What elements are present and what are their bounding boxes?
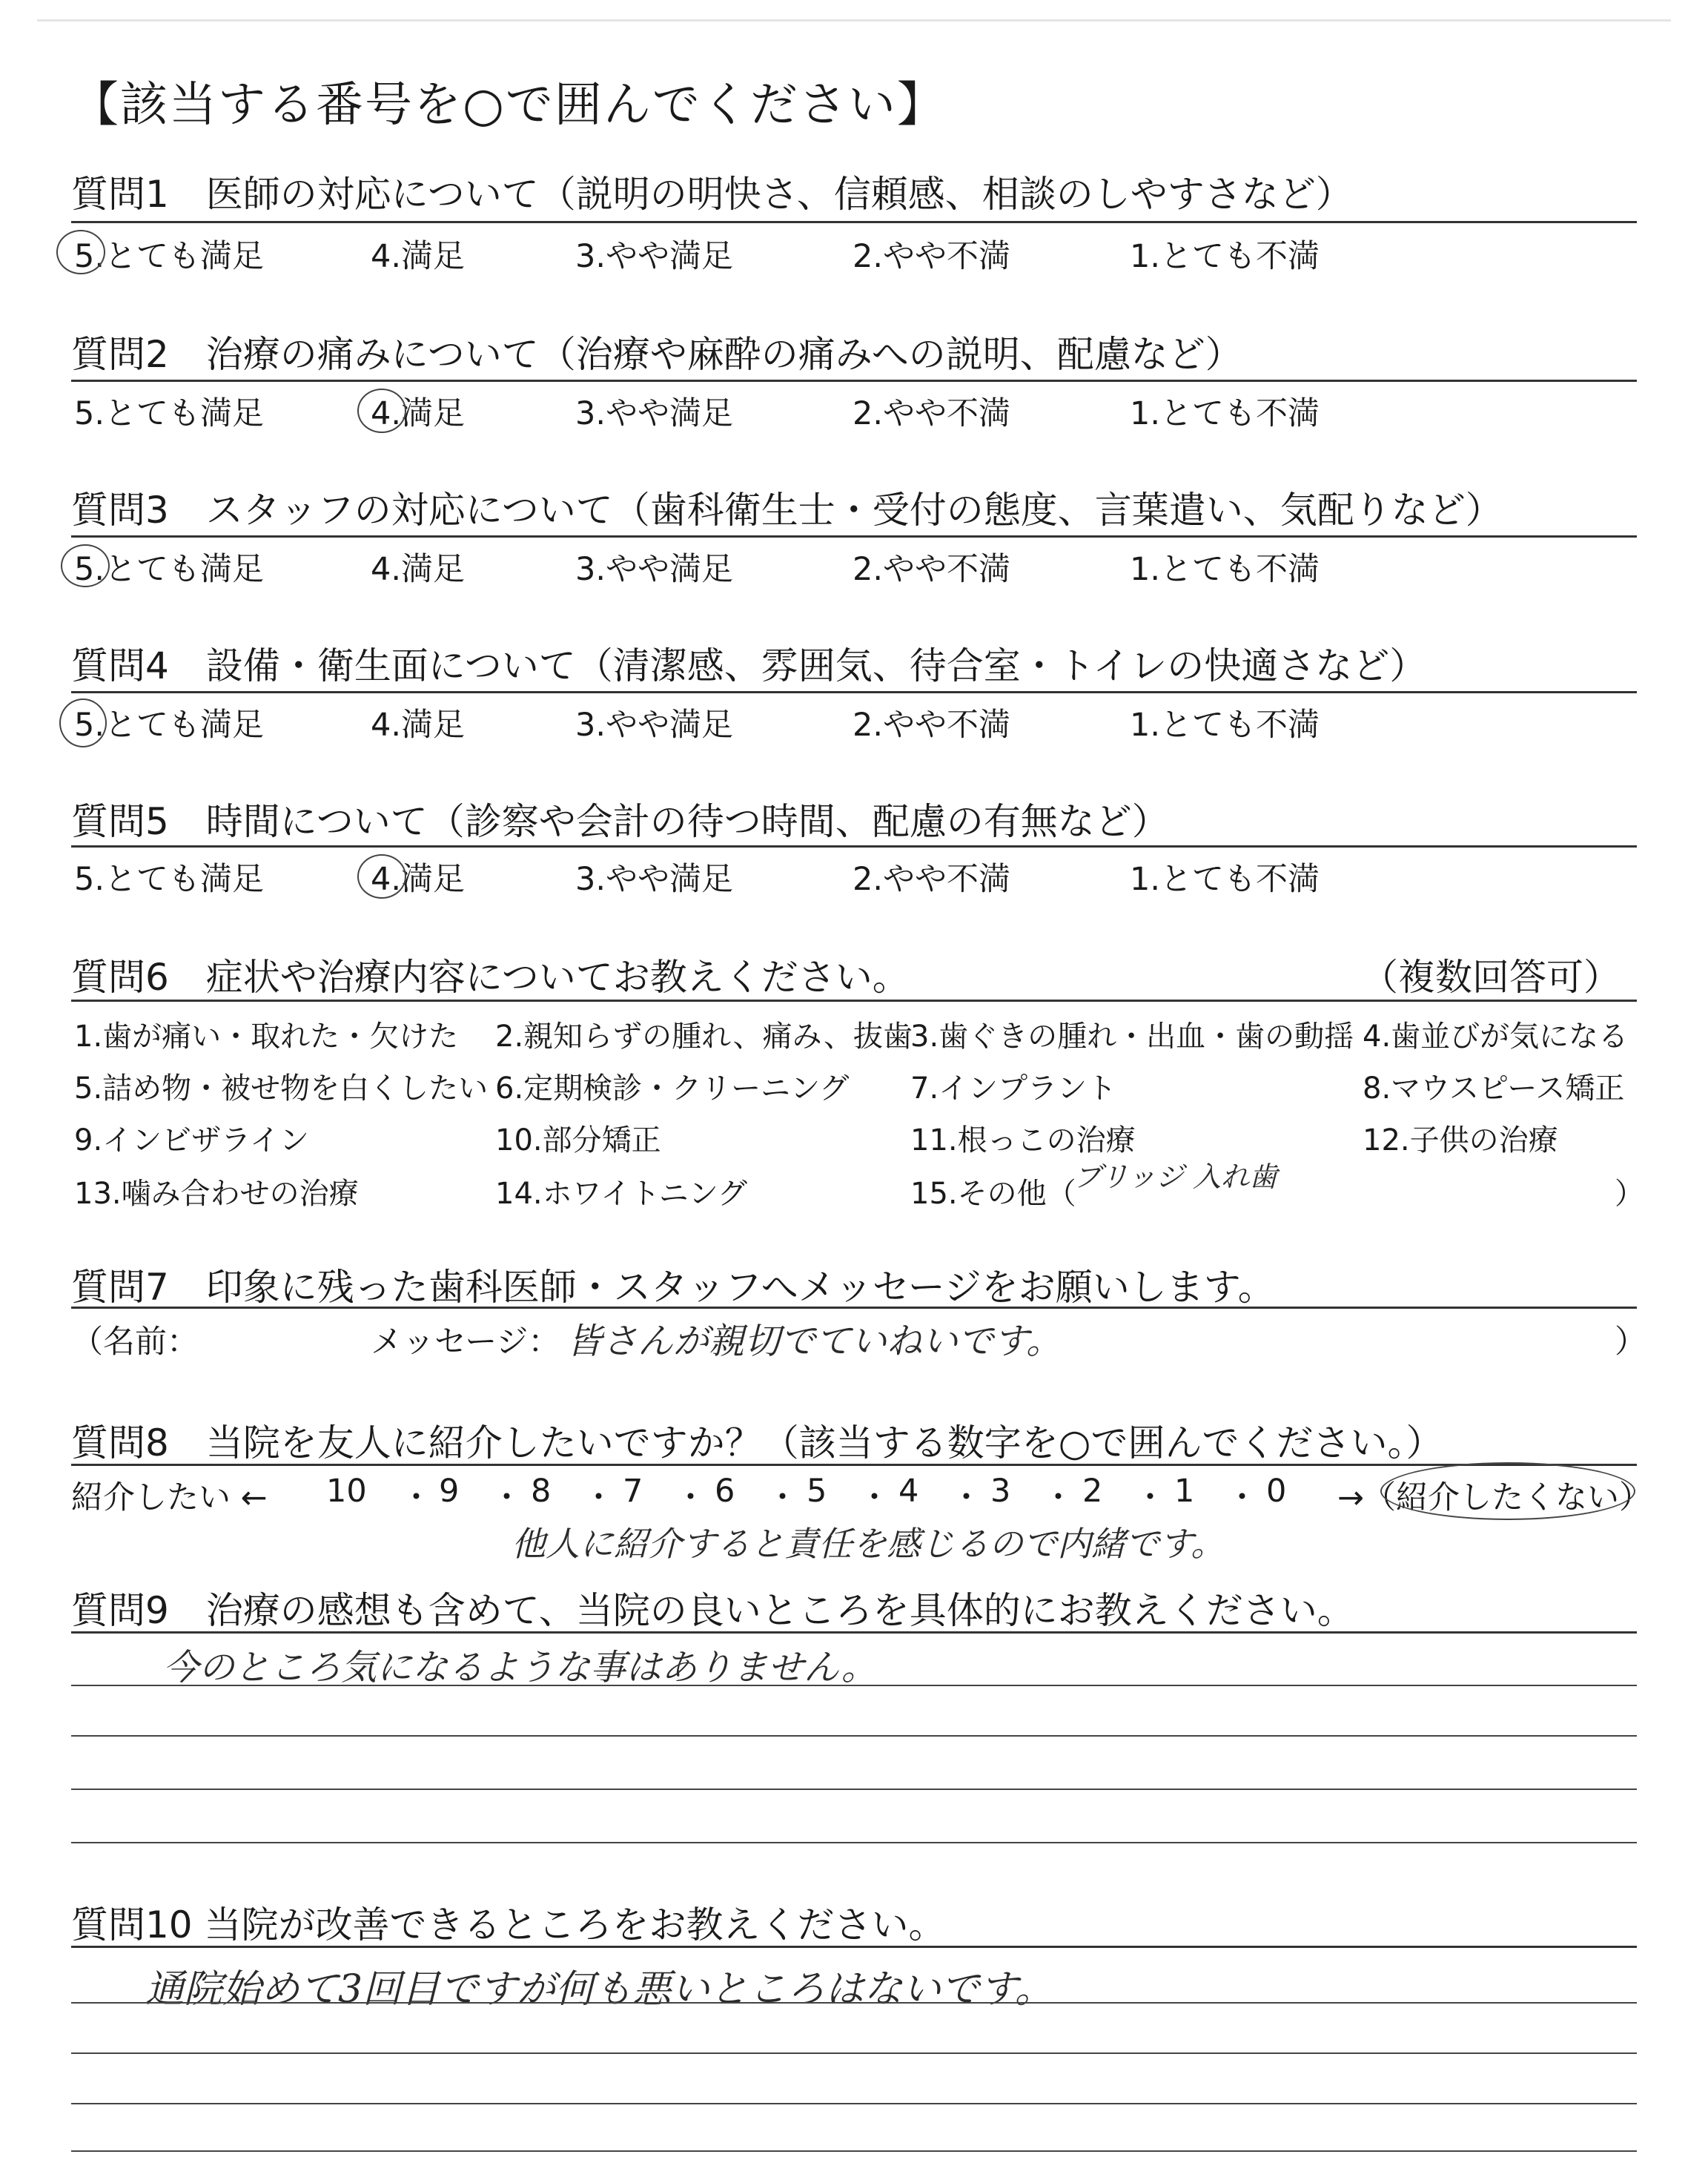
q3-selection-circle: [61, 544, 110, 587]
q6-item-4[interactable]: 4.歯並びが気になる: [1363, 1020, 1629, 1054]
q8-left-label: 紹介したい ←: [71, 1479, 268, 1516]
q8-scale-dot: ・: [1042, 1479, 1074, 1516]
q9-answer-handwritten: 今のところ気になるような事はありません。: [163, 1647, 877, 1688]
q8-right-label[interactable]: →（紹介したくない）: [1337, 1479, 1652, 1516]
q1-selection-circle: [56, 230, 105, 274]
q6-rule: [71, 1000, 1637, 1002]
q3-option-2[interactable]: 2.やや不満: [853, 551, 1011, 588]
q6-item-7[interactable]: 7.インプラント: [910, 1071, 1117, 1106]
q1-option-4[interactable]: 4.満足: [371, 238, 466, 275]
q7-name-label: （名前：: [71, 1324, 199, 1361]
q9-answer-line: [71, 1685, 1637, 1686]
q8-scale-1[interactable]: 1: [1174, 1473, 1195, 1510]
q9-title: 質問9 治療の感想も含めて、当院の良いところを具体的にお教えください。: [71, 1589, 1354, 1632]
q2-option-2[interactable]: 2.やや不満: [853, 395, 1011, 432]
q2-option-1[interactable]: 1.とても不満: [1130, 395, 1320, 432]
q2-option-3[interactable]: 3.やや満足: [575, 395, 734, 432]
q8-scale-9[interactable]: 9: [439, 1473, 460, 1510]
q6-item-3[interactable]: 3.歯ぐきの腫れ・出血・歯の動揺: [910, 1020, 1354, 1054]
q8-title: 質問8 当院を友人に紹介したいですか？（該当する数字を○で囲んでください。）: [71, 1421, 1443, 1464]
q3-title: 質問3 スタッフの対応について（歯科衛生士・受付の態度、言葉遣い、気配りなど）: [71, 489, 1503, 532]
page-header: 【該当する番号を○で囲んでください】: [71, 78, 946, 133]
q8-scale-2[interactable]: 2: [1082, 1473, 1103, 1510]
q6-item-11[interactable]: 11.根っこの治療: [910, 1123, 1136, 1157]
q6-item-14[interactable]: 14.ホワイトニング: [495, 1177, 748, 1211]
q9-answer-line: [71, 1735, 1637, 1737]
q5-title: 質問5 時間について（診察や会計の待つ時間、配慮の有無など）: [71, 800, 1169, 843]
q1-option-3[interactable]: 3.やや満足: [575, 238, 734, 275]
q9-answer-line: [71, 1842, 1637, 1843]
q4-selection-circle: [59, 698, 107, 747]
q8-scale-10[interactable]: 10: [326, 1473, 367, 1510]
q6-item-8[interactable]: 8.マウスピース矯正: [1363, 1071, 1625, 1106]
q8-scale-dot: ・: [491, 1479, 523, 1516]
q2-option-4[interactable]: 4.満足: [371, 395, 466, 432]
q9-answer-line: [71, 1789, 1637, 1790]
q6-item-6[interactable]: 6.定期検診・クリーニング: [495, 1071, 850, 1106]
q8-scale-dot: ・: [1226, 1479, 1258, 1516]
q7-message-handwritten: 皆さんが親切でていねいです。: [566, 1321, 1062, 1362]
q8-comment-handwritten: 他人に紹介すると責任を感じるので内緒です。: [512, 1524, 1225, 1564]
q6-other-close: ）: [1615, 1177, 1644, 1211]
q4-option-2[interactable]: 2.やや不満: [853, 707, 1011, 744]
q3-option-1[interactable]: 1.とても不満: [1130, 551, 1320, 588]
q3-option-3[interactable]: 3.やや満足: [575, 551, 734, 588]
q2-title: 質問2 治療の痛みについて（治療や麻酔の痛みへの説明、配慮など）: [71, 333, 1242, 376]
q6-item-10[interactable]: 10.部分矯正: [495, 1123, 661, 1157]
q8-scale-3[interactable]: 3: [990, 1473, 1011, 1510]
q7-message-label: メッセージ：: [371, 1324, 560, 1361]
q1-rule: [71, 221, 1637, 223]
q10-answer-line: [71, 2103, 1637, 2104]
q4-option-1[interactable]: 1.とても不満: [1130, 707, 1320, 744]
q10-answer-line: [71, 2002, 1637, 2004]
q2-selection-circle: [357, 389, 406, 433]
q5-option-2[interactable]: 2.やや不満: [853, 861, 1011, 898]
q6-item-15[interactable]: 15.その他（: [910, 1177, 1076, 1211]
q8-scale-8[interactable]: 8: [531, 1473, 552, 1510]
q8-scale-5[interactable]: 5: [807, 1473, 827, 1510]
q8-scale-dot: ・: [1134, 1479, 1166, 1516]
q6-item-12[interactable]: 12.子供の治療: [1363, 1123, 1558, 1157]
q3-option-5[interactable]: 5.とても満足: [74, 551, 265, 588]
q8-scale-dot: ・: [583, 1479, 615, 1516]
q8-scale-6[interactable]: 6: [715, 1473, 735, 1510]
q7-close: ）: [1615, 1324, 1646, 1361]
q5-rule: [71, 845, 1637, 848]
top-edge: [37, 19, 1671, 22]
q7-title: 質問7 印象に残った歯科医師・スタッフへメッセージをお願いします。: [71, 1266, 1275, 1309]
q6-item-13[interactable]: 13.噛み合わせの治療: [74, 1177, 359, 1211]
q3-rule: [71, 535, 1637, 538]
q8-selection-circle: [1380, 1462, 1635, 1520]
q10-answer-line: [71, 2150, 1637, 2152]
q1-title: 質問1 医師の対応について（説明の明快さ、信頼感、相談のしやすさなど）: [71, 173, 1353, 216]
q8-scale-dot: ・: [675, 1479, 706, 1516]
q8-scale-dot: ・: [767, 1479, 798, 1516]
q8-scale-0[interactable]: 0: [1266, 1473, 1287, 1510]
q8-scale-7[interactable]: 7: [623, 1473, 643, 1510]
q1-option-2[interactable]: 2.やや不満: [853, 238, 1011, 275]
q10-title: 質問10 当院が改善できるところをお教えください。: [71, 1903, 946, 1946]
q6-item-2[interactable]: 2.親知らずの腫れ、痛み、抜歯: [495, 1020, 913, 1054]
q1-option-1[interactable]: 1.とても不満: [1130, 238, 1320, 275]
q6-multiple-note: （複数回答可）: [1361, 956, 1621, 999]
q5-option-3[interactable]: 3.やや満足: [575, 861, 734, 898]
q5-selection-circle: [357, 854, 406, 899]
q8-scale-4[interactable]: 4: [898, 1473, 919, 1510]
q5-option-5[interactable]: 5.とても満足: [74, 861, 265, 898]
q6-item-5[interactable]: 5.詰め物・被せ物を白くしたい: [74, 1071, 489, 1106]
q6-item-1[interactable]: 1.歯が痛い・取れた・欠けた: [74, 1020, 459, 1054]
q2-option-5[interactable]: 5.とても満足: [74, 395, 265, 432]
q5-option-1[interactable]: 1.とても不満: [1130, 861, 1320, 898]
q9-rule: [71, 1631, 1637, 1634]
q6-title: 質問6 症状や治療内容についてお教えください。: [71, 956, 910, 999]
q4-option-5[interactable]: 5.とても満足: [74, 707, 265, 744]
q2-rule: [71, 380, 1637, 382]
q4-option-4[interactable]: 4.満足: [371, 707, 466, 744]
q10-answer-handwritten: 通院始めて3回目ですが何も悪いところはないです。: [145, 1967, 1053, 2012]
q1-option-5[interactable]: 5.とても満足: [74, 238, 265, 275]
q8-rule: [71, 1464, 1637, 1466]
q5-option-4[interactable]: 4.満足: [371, 861, 466, 898]
q4-rule: [71, 691, 1637, 693]
q4-title: 質問4 設備・衛生面について（清潔感、雰囲気、待合室・トイレの快適さなど）: [71, 644, 1427, 687]
q6-item-9[interactable]: 9.インビザライン: [74, 1123, 309, 1157]
q8-scale-dot: ・: [858, 1479, 890, 1516]
q3-option-4[interactable]: 4.満足: [371, 551, 466, 588]
q10-answer-line: [71, 2052, 1637, 2054]
q8-scale-dot: ・: [950, 1479, 982, 1516]
q6-other-handwritten: ブリッジ 入れ歯: [1073, 1160, 1278, 1193]
q7-rule: [71, 1307, 1637, 1309]
q10-rule: [71, 1946, 1637, 1948]
q4-option-3[interactable]: 3.やや満足: [575, 707, 734, 744]
q8-scale-dot: ・: [400, 1479, 432, 1516]
